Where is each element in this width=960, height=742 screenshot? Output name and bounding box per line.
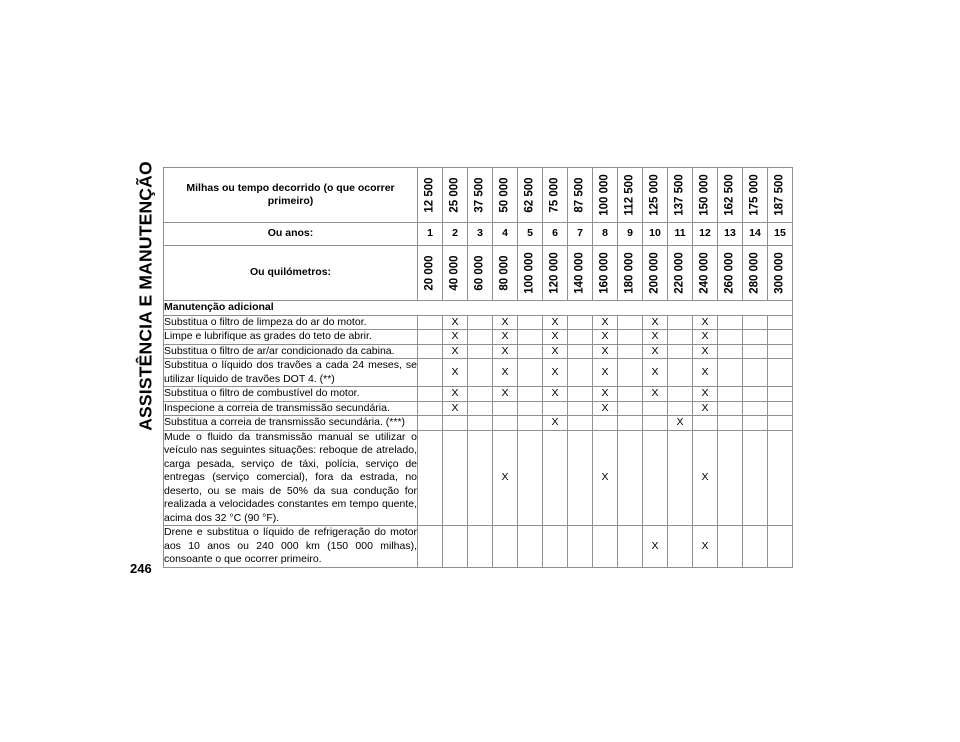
interval-mark	[668, 330, 693, 345]
interval-mark	[568, 526, 593, 568]
header-years-row-cell: 10	[643, 223, 668, 246]
interval-mark	[418, 526, 443, 568]
interval-mark	[593, 526, 618, 568]
header-miles-row-cell	[418, 168, 443, 223]
interval-mark	[418, 315, 443, 330]
maintenance-item-text: Substitua o líquido dos travões a cada 24 meses, se utilizar líquido de travões DOT 4. (**)	[164, 359, 417, 385]
interval-mark	[443, 526, 468, 568]
header-years-row-label: Ou anos:	[164, 223, 418, 246]
interval-mark	[743, 416, 768, 431]
header-km-row-value: 300 000	[773, 252, 786, 294]
interval-mark	[618, 401, 643, 416]
header-km-row-cell	[743, 246, 768, 301]
header-miles-row-value: 175 000	[748, 174, 761, 216]
header-km-row-value: 20 000	[423, 255, 436, 291]
table-row	[164, 430, 793, 526]
header-km-row-value: 80 000	[498, 255, 511, 291]
header-years-row-cell: 14	[743, 223, 768, 246]
header-years-row-cell: 3	[468, 223, 493, 246]
interval-mark	[718, 315, 743, 330]
header-years-row-cell: 8	[593, 223, 618, 246]
interval-mark	[443, 430, 468, 526]
header-km-row-value: 40 000	[448, 255, 461, 291]
interval-mark	[618, 330, 643, 345]
header-miles-row-cell	[618, 168, 643, 223]
table-row	[164, 387, 793, 402]
interval-mark	[718, 387, 743, 402]
header-miles-row-label: Milhas ou tempo decorrido (o que ocorrer primeiro)	[164, 168, 418, 223]
section-side-title-text: ASSISTÊNCIA E MANUTENÇÃO	[135, 160, 156, 431]
header-miles-row-cell	[743, 168, 768, 223]
interval-mark	[443, 416, 468, 431]
interval-mark	[568, 416, 593, 431]
interval-mark	[643, 430, 668, 526]
interval-mark	[743, 330, 768, 345]
header-years-row-cell: 1	[418, 223, 443, 246]
interval-mark: X	[543, 416, 568, 431]
interval-mark: X	[493, 387, 518, 402]
interval-mark	[743, 430, 768, 526]
table-row	[164, 401, 793, 416]
section-row	[164, 301, 793, 316]
header-miles-row-value: 150 000	[698, 174, 711, 216]
interval-mark	[568, 401, 593, 416]
interval-mark	[768, 344, 793, 359]
interval-mark: X	[693, 315, 718, 330]
interval-mark: X	[643, 359, 668, 387]
header-miles-row-cell	[693, 168, 718, 223]
interval-mark	[718, 344, 743, 359]
section-side-title	[134, 160, 158, 431]
header-years-row	[164, 223, 793, 246]
header-km-row-label: Ou quilómetros:	[164, 246, 418, 301]
interval-mark: X	[643, 344, 668, 359]
interval-mark	[468, 315, 493, 330]
interval-mark	[568, 344, 593, 359]
interval-mark: X	[593, 330, 618, 345]
interval-mark: X	[493, 315, 518, 330]
header-miles-row-cell	[718, 168, 743, 223]
interval-mark	[743, 526, 768, 568]
interval-mark: X	[543, 359, 568, 387]
header-years-row-cell: 9	[618, 223, 643, 246]
interval-mark	[468, 387, 493, 402]
interval-mark	[668, 430, 693, 526]
interval-mark	[718, 430, 743, 526]
header-miles-row-cell	[768, 168, 793, 223]
interval-mark	[493, 416, 518, 431]
header-miles-row-cell	[493, 168, 518, 223]
maintenance-item-text: Substitua a correia de transmissão secundária. (***)	[164, 416, 418, 431]
table-row	[164, 526, 793, 568]
interval-mark: X	[593, 430, 618, 526]
interval-mark	[568, 315, 593, 330]
interval-mark: X	[693, 387, 718, 402]
interval-mark	[468, 401, 493, 416]
header-km-row	[164, 246, 793, 301]
interval-mark	[543, 526, 568, 568]
section-label: Manutenção adicional	[164, 301, 793, 316]
maintenance-item-text: Mude o fluido da transmissão manual se utilizar o veículo nas seguintes situações: reboque de atrelado, carga pesada, serviço de táxi, polícia, serviço de entregas (serviço comercial), fora da estrada, no deserto, ou se mais de 50% da sua condução for realizada a velocidades constantes em tempo quente, acima dos 32 °C (90 °F).	[164, 430, 417, 524]
interval-mark	[468, 526, 493, 568]
maintenance-schedule-table	[163, 167, 793, 568]
interval-mark	[518, 359, 543, 387]
interval-mark	[668, 344, 693, 359]
interval-mark	[618, 344, 643, 359]
header-miles-row-cell	[593, 168, 618, 223]
interval-mark	[568, 387, 593, 402]
header-km-row-cell	[543, 246, 568, 301]
header-miles-row-value: 62 500	[523, 177, 536, 213]
interval-mark	[593, 416, 618, 431]
header-km-row-cell	[618, 246, 643, 301]
interval-mark	[518, 315, 543, 330]
interval-mark: X	[443, 344, 468, 359]
header-years-row-cell: 7	[568, 223, 593, 246]
header-km-row-cell	[418, 246, 443, 301]
interval-mark	[468, 330, 493, 345]
maintenance-item-text: Drene e substitua o líquido de refrigeração do motor aos 10 anos ou 240 000 km (150 000 milhas), consoante o que ocorrer primeiro.	[164, 526, 417, 565]
interval-mark: X	[643, 315, 668, 330]
header-miles-row	[164, 168, 793, 223]
interval-mark: X	[693, 330, 718, 345]
header-km-row-cell	[643, 246, 668, 301]
interval-mark	[468, 344, 493, 359]
header-km-row-value: 220 000	[673, 252, 686, 294]
interval-mark	[768, 526, 793, 568]
header-miles-row-value: 100 000	[598, 174, 611, 216]
interval-mark	[618, 387, 643, 402]
interval-mark	[668, 315, 693, 330]
interval-mark	[543, 401, 568, 416]
interval-mark	[518, 430, 543, 526]
interval-mark	[768, 359, 793, 387]
header-miles-row-value: 125 000	[648, 174, 661, 216]
interval-mark: X	[593, 344, 618, 359]
header-miles-row-value: 37 500	[473, 177, 486, 213]
interval-mark	[568, 359, 593, 387]
interval-mark: X	[493, 359, 518, 387]
maintenance-item-text: Limpe e lubrifique as grades do teto de abrir.	[164, 330, 418, 345]
header-miles-row-value: 50 000	[498, 177, 511, 213]
table-row	[164, 416, 793, 431]
header-km-row-value: 200 000	[648, 252, 661, 294]
header-miles-row-cell	[518, 168, 543, 223]
interval-mark	[743, 315, 768, 330]
header-km-row-cell	[518, 246, 543, 301]
header-miles-row-value: 12 500	[423, 177, 436, 213]
interval-mark	[643, 416, 668, 431]
interval-mark	[468, 359, 493, 387]
header-miles-row-value: 162 500	[723, 174, 736, 216]
header-km-row-value: 280 000	[748, 252, 761, 294]
header-years-row-cell: 11	[668, 223, 693, 246]
interval-mark	[618, 430, 643, 526]
interval-mark	[518, 401, 543, 416]
interval-mark	[668, 387, 693, 402]
interval-mark: X	[493, 344, 518, 359]
header-miles-row-value: 187 500	[773, 174, 786, 216]
header-miles-row-cell	[568, 168, 593, 223]
header-km-row-cell	[443, 246, 468, 301]
page-number: 246	[130, 561, 152, 576]
interval-mark	[718, 416, 743, 431]
interval-mark: X	[693, 344, 718, 359]
interval-mark: X	[668, 416, 693, 431]
interval-mark	[618, 359, 643, 387]
interval-mark	[618, 315, 643, 330]
interval-mark	[768, 330, 793, 345]
header-km-row-value: 180 000	[623, 252, 636, 294]
header-km-row-cell	[568, 246, 593, 301]
header-km-row-cell	[493, 246, 518, 301]
interval-mark: X	[493, 430, 518, 526]
interval-mark: X	[643, 330, 668, 345]
interval-mark	[543, 430, 568, 526]
interval-mark	[768, 416, 793, 431]
header-miles-row-value: 25 000	[448, 177, 461, 213]
interval-mark	[468, 416, 493, 431]
interval-mark	[518, 416, 543, 431]
header-km-row-value: 100 000	[523, 252, 536, 294]
interval-mark: X	[543, 330, 568, 345]
interval-mark: X	[443, 330, 468, 345]
interval-mark	[493, 526, 518, 568]
interval-mark: X	[443, 315, 468, 330]
interval-mark	[768, 401, 793, 416]
header-miles-row-cell	[543, 168, 568, 223]
interval-mark: X	[543, 315, 568, 330]
header-km-row-cell	[468, 246, 493, 301]
maintenance-item-text: Inspecione a correia de transmissão secundária.	[164, 401, 418, 416]
header-km-row-value: 240 000	[698, 252, 711, 294]
interval-mark	[418, 359, 443, 387]
interval-mark: X	[593, 315, 618, 330]
header-years-row-cell: 12	[693, 223, 718, 246]
interval-mark: X	[693, 526, 718, 568]
interval-mark	[618, 526, 643, 568]
interval-mark	[718, 359, 743, 387]
interval-mark: X	[443, 401, 468, 416]
interval-mark	[568, 330, 593, 345]
interval-mark	[418, 401, 443, 416]
header-miles-row-value: 75 000	[548, 177, 561, 213]
interval-mark	[468, 430, 493, 526]
interval-mark: X	[543, 387, 568, 402]
interval-mark	[568, 430, 593, 526]
header-km-row-value: 60 000	[473, 255, 486, 291]
interval-mark	[518, 387, 543, 402]
header-miles-row-value: 87 500	[573, 177, 586, 213]
table-row	[164, 330, 793, 345]
interval-mark	[668, 401, 693, 416]
interval-mark	[518, 330, 543, 345]
interval-mark	[743, 401, 768, 416]
interval-mark	[693, 416, 718, 431]
header-years-row-cell: 15	[768, 223, 793, 246]
interval-mark: X	[693, 359, 718, 387]
header-km-row-cell	[593, 246, 618, 301]
interval-mark: X	[443, 387, 468, 402]
interval-mark: X	[593, 359, 618, 387]
interval-mark	[418, 416, 443, 431]
header-km-row-value: 120 000	[548, 252, 561, 294]
maintenance-item-text: Substitua o filtro de combustível do motor.	[164, 387, 418, 402]
interval-mark: X	[443, 359, 468, 387]
interval-mark	[418, 387, 443, 402]
header-years-row-cell: 13	[718, 223, 743, 246]
interval-mark	[418, 430, 443, 526]
header-km-row-value: 140 000	[573, 252, 586, 294]
interval-mark	[743, 387, 768, 402]
maintenance-item-text: Substitua o filtro de ar/ar condicionado da cabina.	[164, 344, 418, 359]
interval-mark	[768, 387, 793, 402]
header-km-row-value: 160 000	[598, 252, 611, 294]
header-km-row-value: 260 000	[723, 252, 736, 294]
interval-mark	[668, 526, 693, 568]
header-years-row-cell: 2	[443, 223, 468, 246]
maintenance-item-text: Substitua o filtro de limpeza do ar do motor.	[164, 315, 418, 330]
header-km-row-cell	[718, 246, 743, 301]
interval-mark: X	[493, 330, 518, 345]
header-km-row-cell	[693, 246, 718, 301]
interval-mark	[743, 344, 768, 359]
interval-mark	[668, 359, 693, 387]
interval-mark	[493, 401, 518, 416]
header-miles-row-cell	[668, 168, 693, 223]
interval-mark: X	[693, 401, 718, 416]
header-years-row-cell: 6	[543, 223, 568, 246]
interval-mark: X	[543, 344, 568, 359]
interval-mark	[718, 401, 743, 416]
header-miles-row-cell	[643, 168, 668, 223]
interval-mark	[718, 526, 743, 568]
interval-mark	[743, 359, 768, 387]
interval-mark	[418, 344, 443, 359]
interval-mark	[768, 430, 793, 526]
header-miles-row-value: 112 500	[623, 174, 636, 216]
interval-mark: X	[643, 526, 668, 568]
interval-mark	[518, 344, 543, 359]
interval-mark	[643, 401, 668, 416]
interval-mark	[518, 526, 543, 568]
header-miles-row-cell	[468, 168, 493, 223]
header-years-row-cell: 5	[518, 223, 543, 246]
interval-mark	[618, 416, 643, 431]
interval-mark	[418, 330, 443, 345]
header-miles-row-cell	[443, 168, 468, 223]
header-years-row-cell: 4	[493, 223, 518, 246]
table-row	[164, 359, 793, 387]
interval-mark: X	[593, 401, 618, 416]
interval-mark: X	[643, 387, 668, 402]
interval-mark	[768, 315, 793, 330]
header-miles-row-value: 137 500	[673, 174, 686, 216]
interval-mark	[718, 330, 743, 345]
interval-mark: X	[693, 430, 718, 526]
table-row	[164, 315, 793, 330]
header-km-row-cell	[668, 246, 693, 301]
table-row	[164, 344, 793, 359]
header-km-row-cell	[768, 246, 793, 301]
interval-mark: X	[593, 387, 618, 402]
